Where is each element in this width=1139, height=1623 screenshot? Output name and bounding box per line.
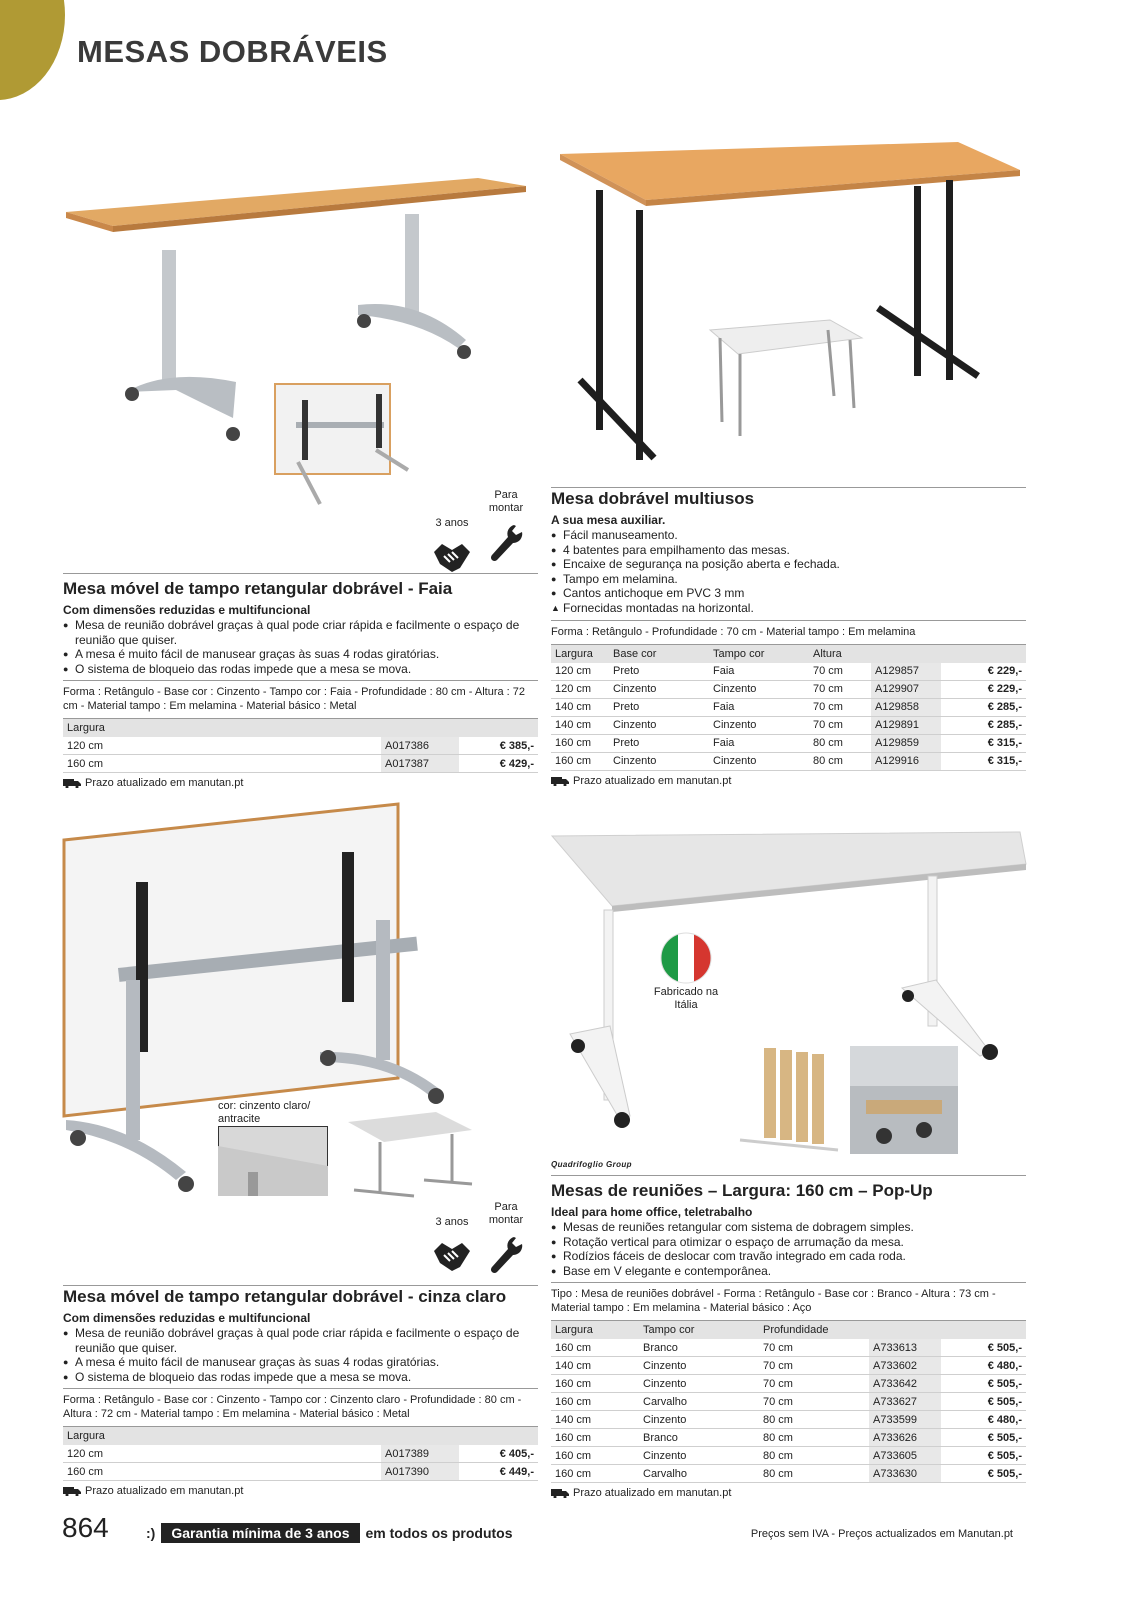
table-cell: 160 cm [551, 1447, 639, 1465]
article-ref[interactable]: A733642 [869, 1375, 941, 1393]
table-cell: 80 cm [759, 1411, 869, 1429]
price: € 285,- [941, 698, 1026, 716]
list-item: ● Mesas de reuniões retangular com sistema de dobragem simples. [551, 1220, 1026, 1235]
article-ref[interactable]: A733602 [869, 1357, 941, 1375]
article-ref[interactable]: A733630 [869, 1465, 941, 1483]
table-cell: 120 cm [551, 680, 609, 698]
table-cell: 120 cm [551, 663, 609, 681]
wrench-icon [488, 1235, 524, 1275]
guarantee-rest: em todos os produtos [365, 1525, 513, 1541]
smile-glyph: :) [146, 1525, 156, 1541]
italy-flag-icon [660, 932, 712, 984]
product-title: Mesa móvel de tampo retangular dobrável - cinza claro [63, 1287, 507, 1306]
product-block-3 [63, 1285, 538, 1497]
table-cell: Preto [609, 663, 709, 681]
price: € 505,- [941, 1465, 1026, 1483]
article-ref[interactable]: A733599 [869, 1411, 941, 1429]
column-header: Largura [63, 719, 538, 738]
price: € 229,- [941, 663, 1026, 681]
product-image-stacked-tables [734, 1046, 840, 1154]
page-number: 864 [62, 1512, 109, 1543]
table-row [551, 752, 1026, 770]
table-cell: 140 cm [551, 698, 609, 716]
table-cell: Cinzento [709, 752, 809, 770]
price-table [63, 718, 538, 773]
column-header: Largura [63, 1427, 538, 1446]
feature-list [551, 1220, 1026, 1278]
price: € 505,- [941, 1447, 1026, 1465]
table-cell: 160 cm [551, 1393, 639, 1411]
handshake-icon [432, 1237, 472, 1275]
delivery-note: Prazo atualizado em manutan.pt [63, 777, 538, 789]
table-cell: Cinzento [609, 752, 709, 770]
table-cell: 70 cm [759, 1357, 869, 1375]
table-cell: Preto [609, 698, 709, 716]
color-note: cor: cinzento claro/ antracite [218, 1100, 311, 1125]
table-cell: 160 cm [551, 1339, 639, 1357]
list-item: ● Rotação vertical para otimizar o espaço de arrumação da mesa. [551, 1235, 1026, 1250]
product-title: Mesa móvel de tampo retangular dobrável - Faia [63, 579, 453, 598]
price-table: Largura Base cor Tampo cor Altura [551, 644, 1026, 663]
product-subtitle: Ideal para home office, teletrabalho [551, 1205, 753, 1219]
list-item: ● Rodízios fáceis de deslocar com travão integrado em cada roda. [551, 1249, 1026, 1264]
price-table: Largura Tampo cor Profundidade [551, 1320, 1026, 1339]
truck-icon [551, 776, 569, 786]
product-subtitle: Com dimensões reduzidas e multifuncional [63, 1311, 311, 1325]
list-item-note: ▲ Fornecidas montadas na horizontal. [551, 601, 1026, 616]
table-cell: Cinzento [639, 1447, 759, 1465]
table-cell: Cinzento [639, 1357, 759, 1375]
product-image-small-table [344, 1108, 474, 1203]
table-cell: 70 cm [759, 1393, 869, 1411]
page-title: MESAS DOBRÁVEIS [77, 34, 388, 69]
article-ref[interactable]: A733605 [869, 1447, 941, 1465]
product-block-4 [551, 1175, 1026, 1499]
table-cell: 160 cm [551, 734, 609, 752]
table-cell: Preto [609, 734, 709, 752]
truck-icon [63, 1486, 81, 1496]
table-row [551, 716, 1026, 734]
table-row: 120 cm A017389 € 405,- [63, 1445, 538, 1463]
table-cell: 70 cm [809, 716, 871, 734]
list-item: ● A mesa é muito fácil de manusear graças às suas 4 rodas giratórias. [63, 647, 538, 662]
table-cell: 70 cm [759, 1375, 869, 1393]
table-cell: 80 cm [759, 1429, 869, 1447]
table-cell: 140 cm [551, 1411, 639, 1429]
table-row: 160 cm A017387 € 429,- [63, 755, 538, 773]
product-block-1 [63, 573, 538, 789]
price: € 285,- [941, 716, 1026, 734]
table-cell: 80 cm [809, 752, 871, 770]
list-item: ● Encaixe de segurança na posição aberta e fechada. [551, 557, 1026, 572]
table-cell: 70 cm [809, 680, 871, 698]
table-row [551, 1393, 1026, 1411]
table-cell: 140 cm [551, 716, 609, 734]
price: € 229,- [941, 680, 1026, 698]
list-item: ● Mesa de reunião dobrável graças à qual pode criar rápida e facilmente o espaço de reunião que quiser. [63, 618, 538, 647]
table-cell: 80 cm [809, 734, 871, 752]
article-ref[interactable]: A129859 [871, 734, 941, 752]
handshake-icon [432, 538, 472, 576]
list-item: ● Tampo em melamina. [551, 572, 1026, 587]
brand-logo: Quadrifoglio Group [551, 1160, 632, 1169]
table-cell: Cinzento [639, 1375, 759, 1393]
delivery-note: Prazo atualizado em manutan.pt [551, 1487, 1026, 1499]
corner-accent [0, 0, 65, 100]
color-swatch [218, 1126, 328, 1196]
table-cell: Cinzento [709, 680, 809, 698]
assembly-badge: Para montar [484, 489, 528, 567]
guarantee-banner [146, 1523, 513, 1543]
table-row [551, 698, 1026, 716]
price: € 315,- [941, 734, 1026, 752]
list-item: ● A mesa é muito fácil de manusear graças às suas 4 rodas giratórias. [63, 1355, 538, 1370]
delivery-note: Prazo atualizado em manutan.pt [63, 1485, 538, 1497]
table-cell: 160 cm [551, 1375, 639, 1393]
article-ref[interactable]: A129857 [871, 663, 941, 681]
table-cell: Branco [639, 1429, 759, 1447]
list-item: ● Fácil manuseamento. [551, 528, 1026, 543]
table-cell: Cinzento [609, 716, 709, 734]
table-row: 160 cm A017390 € 449,- [63, 1463, 538, 1481]
table-row [551, 663, 1026, 681]
article-ref[interactable]: A733626 [869, 1429, 941, 1447]
table-cell: 160 cm [551, 1465, 639, 1483]
wrench-icon [488, 523, 524, 563]
truck-icon [63, 778, 81, 788]
table-cell: 160 cm [551, 752, 609, 770]
guarantee-box: Garantia mínima de 3 anos [161, 1523, 359, 1543]
spec-line: Forma : Retângulo - Base cor : Cinzento - Tampo cor : Cinzento claro - Profundidade : 80 cm - Altura : 72 cm - Material tampo : Em melamina - Material básico : Metal [63, 1388, 538, 1421]
table-row [551, 1411, 1026, 1429]
product-image-beech-table [58, 170, 538, 515]
price: € 480,- [941, 1357, 1026, 1375]
table-cell: 160 cm [551, 1429, 639, 1447]
price-table-body [551, 1339, 1026, 1483]
table-row: 120 cm A017386 € 385,- [63, 737, 538, 755]
table-cell: Branco [639, 1339, 759, 1357]
table-row [551, 1429, 1026, 1447]
table-cell: Cinzento [709, 716, 809, 734]
price: € 480,- [941, 1411, 1026, 1429]
table-cell: Carvalho [639, 1393, 759, 1411]
list-item: ● O sistema de bloqueio das rodas impede que a mesa se mova. [63, 1370, 538, 1385]
table-cell: Faia [709, 663, 809, 681]
table-row [551, 1465, 1026, 1483]
table-row [551, 1375, 1026, 1393]
spec-line: Tipo : Mesa de reuniões dobrável - Forma : Retângulo - Base cor : Branco - Altura : 73 cm - Material tampo : Em melamina - Material básico : Aço [551, 1282, 1026, 1315]
list-item: ● Cantos antichoque em PVC 3 mm [551, 586, 1026, 601]
article-ref[interactable]: A129858 [871, 698, 941, 716]
price-table-body [551, 663, 1026, 771]
price: € 505,- [941, 1393, 1026, 1411]
product-subtitle: A sua mesa auxiliar. [551, 513, 666, 527]
product-image-office-scene [850, 1046, 958, 1154]
table-cell: Faia [709, 698, 809, 716]
article-ref[interactable]: A129916 [871, 752, 941, 770]
table-cell: Faia [709, 734, 809, 752]
table-cell: Carvalho [639, 1465, 759, 1483]
table-cell: 70 cm [809, 663, 871, 681]
feature-list [63, 1326, 538, 1384]
feature-list [551, 528, 1026, 616]
list-item: ● 4 batentes para empilhamento das mesas. [551, 543, 1026, 558]
article-ref[interactable]: A733627 [869, 1393, 941, 1411]
article-ref[interactable]: A129891 [871, 716, 941, 734]
price: € 505,- [941, 1429, 1026, 1447]
product-subtitle: Com dimensões reduzidas e multifuncional [63, 603, 311, 617]
article-ref[interactable]: A129907 [871, 680, 941, 698]
article-ref[interactable]: A733613 [869, 1339, 941, 1357]
spec-line: Forma : Retângulo - Base cor : Cinzento - Tampo cor : Faia - Profundidade : 80 cm - Altura : 72 cm - Material tampo : Em melamina - Material básico : Metal [63, 680, 538, 713]
product-title: Mesa dobrável multiusos [551, 489, 755, 508]
list-item: ● Mesa de reunião dobrável graças à qual pode criar rápida e facilmente o espaço de reunião que quiser. [63, 1326, 538, 1355]
assembly-badge: Para montar [484, 1201, 528, 1279]
table-cell: 80 cm [759, 1465, 869, 1483]
feature-list [63, 618, 538, 676]
product-image-multipurpose-table [558, 140, 1028, 480]
price-table [63, 1426, 538, 1481]
table-row [551, 680, 1026, 698]
truck-icon [551, 1488, 569, 1498]
warranty-badge: 3 anos [430, 504, 474, 580]
table-cell: 80 cm [759, 1447, 869, 1465]
table-cell: 70 cm [809, 698, 871, 716]
spec-line: Forma : Retângulo - Profundidade : 70 cm - Material tampo : Em melamina [551, 620, 1026, 639]
table-cell: Cinzento [609, 680, 709, 698]
table-cell: 70 cm [759, 1339, 869, 1357]
list-item: ● Base em V elegante e contemporânea. [551, 1264, 1026, 1279]
made-in-italy-label: Fabricado na Itália [653, 986, 719, 1011]
table-row [551, 1339, 1026, 1357]
footnote: Preços sem IVA - Preços actualizados em Manutan.pt [750, 1528, 1013, 1540]
table-row [551, 734, 1026, 752]
table-row [551, 1357, 1026, 1375]
product-block-2 [551, 487, 1026, 787]
price: € 505,- [941, 1339, 1026, 1357]
delivery-note: Prazo atualizado em manutan.pt [551, 775, 1026, 787]
table-cell: Cinzento [639, 1411, 759, 1429]
table-row [551, 1447, 1026, 1465]
warranty-badge: 3 anos [430, 1216, 474, 1279]
list-item: ● O sistema de bloqueio das rodas impede que a mesa se mova. [63, 662, 538, 677]
product-title: Mesas de reuniões – Largura: 160 cm – Pop-Up [551, 1181, 933, 1200]
price: € 505,- [941, 1375, 1026, 1393]
price: € 315,- [941, 752, 1026, 770]
table-cell: 140 cm [551, 1357, 639, 1375]
